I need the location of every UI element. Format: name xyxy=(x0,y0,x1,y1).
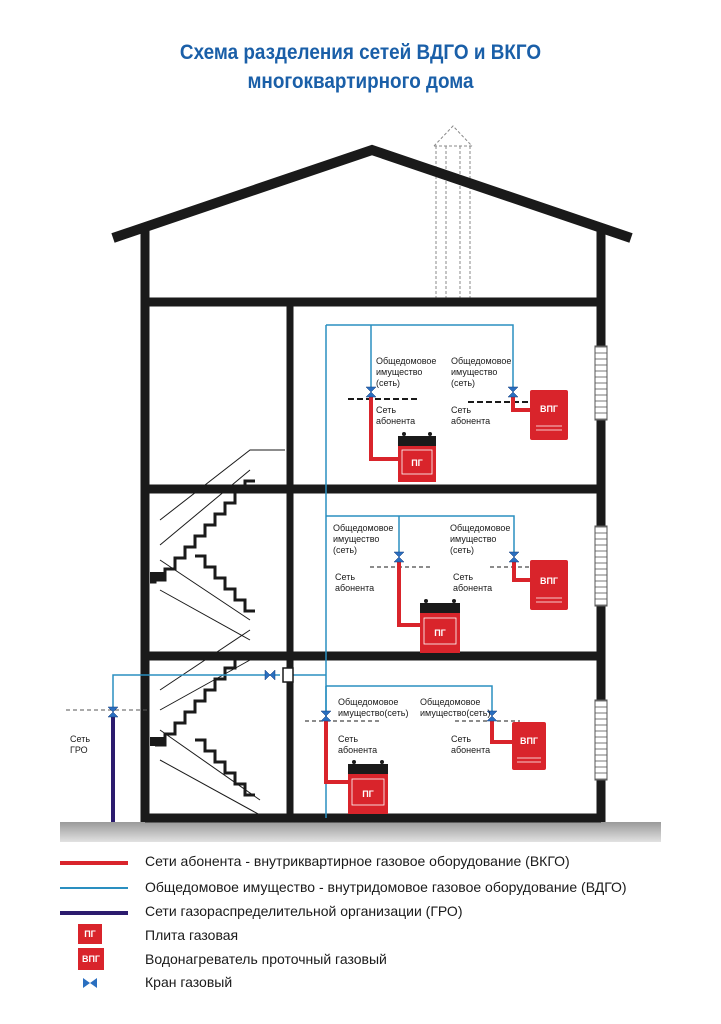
f3-right-sub-2: абонента xyxy=(451,745,491,755)
stove-floor-2 xyxy=(420,599,460,653)
legend-heater-text: Водонагреватель проточный газовый xyxy=(145,951,387,967)
windows xyxy=(595,346,607,780)
floor-3-labels xyxy=(338,697,490,755)
heater-label: ВПГ xyxy=(539,576,559,586)
water-heater-floor-3 xyxy=(512,722,546,770)
f2-left-common-1: Общедомовое xyxy=(333,523,394,533)
water-heater-floor-1 xyxy=(530,390,568,440)
heater-label: ВПГ xyxy=(519,736,539,746)
legend-vdgo-text: Общедомовое имущество - внутридомовое газовое оборудование (ВДГО) xyxy=(145,879,627,895)
f1-right-common-1: Общедомовое xyxy=(451,356,512,366)
f2-left-common-2: имущество xyxy=(333,534,380,544)
f1-left-sub-2: абонента xyxy=(376,416,416,426)
vdgo-line-swatch xyxy=(60,887,128,889)
f3-left-common-1: Общедомовое xyxy=(338,697,399,707)
legend-vdgo xyxy=(0,876,721,900)
f1-right-common-2: имущество xyxy=(451,367,498,377)
stove-label: ПГ xyxy=(411,458,423,468)
stove-icon xyxy=(78,924,102,944)
legend-gro-text: Сети газораспределительной организации (ГРО) xyxy=(145,903,463,919)
legend-valve xyxy=(0,974,721,998)
vkgo-line-swatch xyxy=(60,861,128,865)
f1-left-common-2: имущество xyxy=(376,367,423,377)
floor-2-labels xyxy=(333,523,510,593)
f2-right-sub-2: абонента xyxy=(453,583,493,593)
floor-1-labels xyxy=(376,356,511,426)
water-heater-floor-2 xyxy=(530,560,568,610)
f3-right-common-1: Общедомовое xyxy=(420,697,481,707)
f2-left-sub-1: Сеть xyxy=(335,572,356,582)
f3-left-common-2: имущество(сеть) xyxy=(338,708,409,718)
chimney-outline xyxy=(434,126,472,300)
f2-right-common-3: (сеть) xyxy=(450,545,475,555)
legend-vkgo-text: Сети абонента - внутриквартирное газовое оборудование (ВКГО) xyxy=(145,853,570,869)
f1-left-sub-1: Сеть xyxy=(376,405,397,415)
f2-right-common-1: Общедомовое xyxy=(450,523,511,533)
heater-icon xyxy=(78,948,104,970)
f1-left-common-3: (сеть) xyxy=(376,378,401,388)
legend-stove-text: Плита газовая xyxy=(145,927,239,943)
gro-label-1: Сеть xyxy=(70,734,91,744)
legend-vkgo xyxy=(0,850,721,874)
legend-valve-text: Кран газовый xyxy=(145,974,233,990)
stove-floor-3 xyxy=(348,760,388,814)
f1-right-sub-1: Сеть xyxy=(451,405,472,415)
roof xyxy=(113,150,631,238)
f3-right-common-2: имущество(сеть) xyxy=(420,708,491,718)
f2-left-common-3: (сеть) xyxy=(333,545,358,555)
legend-stove xyxy=(0,924,721,948)
stove-label: ПГ xyxy=(362,789,374,799)
gro-label-2: ГРО xyxy=(70,745,88,755)
f2-right-sub-1: Сеть xyxy=(453,572,474,582)
stove-floor-1 xyxy=(398,432,436,482)
heater-icon-label: ВПГ xyxy=(81,954,101,964)
stove-icon-label: ПГ xyxy=(84,929,96,939)
ground xyxy=(60,822,661,842)
gro-line-swatch xyxy=(60,911,128,915)
f3-left-sub-1: Сеть xyxy=(338,734,359,744)
f2-left-sub-2: абонента xyxy=(335,583,375,593)
f3-left-sub-2: абонента xyxy=(338,745,378,755)
f1-left-common-1: Общедомовое xyxy=(376,356,437,366)
heater-label: ВПГ xyxy=(539,404,559,414)
gas-meter xyxy=(283,668,293,682)
f1-right-sub-2: абонента xyxy=(451,416,491,426)
valve-icon xyxy=(82,976,98,990)
f2-right-common-2: имущество xyxy=(450,534,497,544)
title-line-1: Схема разделения сетей ВДГО и ВКГО xyxy=(179,41,542,64)
legend-heater xyxy=(0,948,721,972)
staircase xyxy=(150,450,285,815)
title-line-2: многоквартирного дома xyxy=(247,70,474,93)
stove-label: ПГ xyxy=(434,628,446,638)
f1-right-common-3: (сеть) xyxy=(451,378,476,388)
legend-gro xyxy=(0,901,721,925)
gro-network xyxy=(66,710,150,822)
f3-right-sub-1: Сеть xyxy=(451,734,472,744)
